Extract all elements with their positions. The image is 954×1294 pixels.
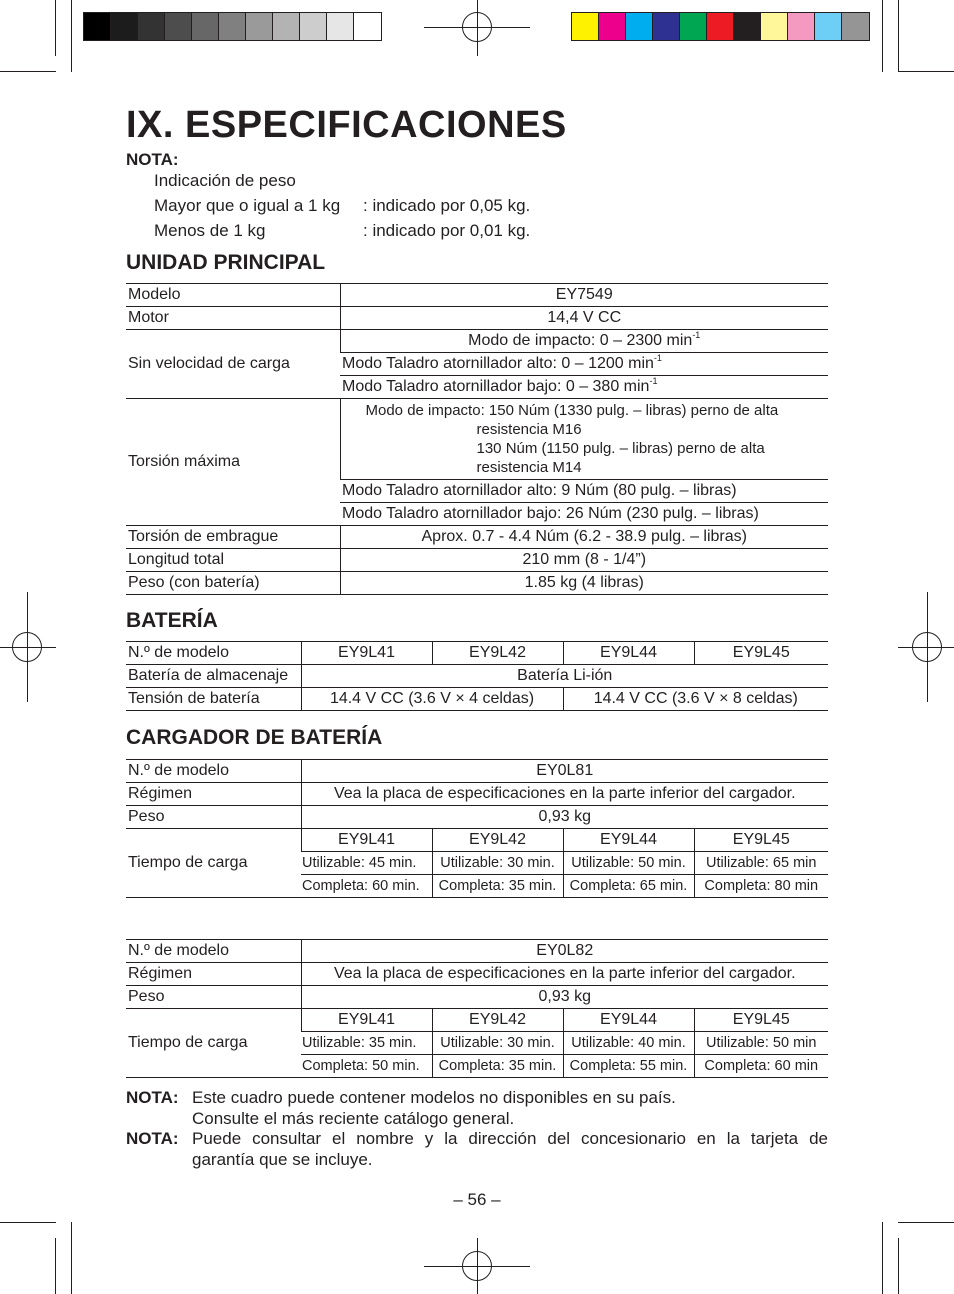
gray-swatch: [300, 13, 327, 40]
row-value: Modo de impacto: 0 – 2300 $\min^{-1}$: [340, 330, 828, 353]
model-cell: EY9L42: [432, 642, 563, 665]
row-value: EY0L82: [301, 940, 828, 963]
row-label: N.º de modelo: [126, 760, 301, 783]
full-time: Completa: 80 min: [694, 875, 828, 898]
table-row: [126, 963, 828, 986]
model-cell: EY9L45: [694, 829, 828, 852]
row-value: EY7549: [340, 284, 828, 307]
color-swatch: [626, 13, 653, 40]
table-row: [126, 284, 828, 307]
page-number: – 56 –: [453, 1190, 501, 1209]
usable-time: Utilizable: 45 min.: [301, 852, 432, 875]
row-label: Peso (con batería): [126, 572, 340, 595]
full-time: Completa: 50 min.: [301, 1055, 432, 1078]
color-swatch: [680, 13, 707, 40]
model-cell: EY9L42: [432, 829, 563, 852]
grayscale-bar: [83, 12, 382, 41]
page-title: IX. ESPECIFICACIONES: [126, 104, 567, 146]
row-value: 210 mm (8 - 1/4”): [340, 549, 828, 572]
row-value: Vea la placa de especificaciones en la parte inferior del cargador.: [301, 963, 828, 986]
color-swatch: [842, 13, 869, 40]
usable-time: Utilizable: 65 min: [694, 852, 828, 875]
section-heading-cargador: CARGADOR DE BATERÍA: [126, 726, 383, 749]
row-value: 0,93 kg: [301, 986, 828, 1009]
row-label: Batería de almacenaje: [126, 665, 301, 688]
table-row: [126, 783, 828, 806]
row-value: Modo Taladro atornillador alto: 9 Núm (80 pulg. – libras): [340, 480, 828, 503]
gray-swatch: [111, 13, 138, 40]
full-time: Completa: 60 min.: [301, 875, 432, 898]
color-swatch: [599, 13, 626, 40]
note-availability: [126, 1087, 828, 1131]
row-value: Modo Taladro atornillador bajo: 0 – 380 $\min^{-1}$: [340, 376, 828, 399]
gray-swatch: [84, 13, 111, 40]
table-cargador-2: [126, 939, 828, 1078]
section-heading-bateria: BATERÍA: [126, 609, 218, 632]
model-cell: EY9L44: [563, 1009, 694, 1032]
full-time: Completa: 65 min.: [563, 875, 694, 898]
row-label: Modelo: [126, 284, 340, 307]
usable-time: Utilizable: 30 min.: [432, 852, 563, 875]
gray-swatch: [327, 13, 354, 40]
note-dealer: [126, 1128, 828, 1172]
model-cell: EY9L41: [301, 1009, 432, 1032]
note-label: NOTA:: [126, 1088, 179, 1107]
color-swatch: [815, 13, 842, 40]
table-row: [126, 642, 828, 665]
model-cell: EY9L45: [694, 1009, 828, 1032]
table-row: [126, 760, 828, 783]
row-label: N.º de modelo: [126, 642, 301, 665]
color-swatch: [572, 13, 599, 40]
note-text: garantía que se incluye.: [192, 1150, 373, 1169]
table-row: [126, 940, 828, 963]
row-value: 14.4 V CC (3.6 V × 4 celdas): [301, 688, 563, 711]
full-time: Completa: 55 min.: [563, 1055, 694, 1078]
gray-swatch: [219, 13, 246, 40]
row-value: Modo de impacto: 150 Núm (1330 pulg. – libras) perno de alta resistencia M16 130 Núm (1150 pulg. – libras) perno de alta resistencia M14: [340, 399, 828, 480]
color-bar: [571, 12, 870, 41]
nota-label: NOTA:: [126, 150, 179, 169]
row-value: Modo Taladro atornillador alto: 0 – 1200 $\min^{-1}$: [340, 353, 828, 376]
usable-time: Utilizable: 40 min.: [563, 1032, 694, 1055]
color-swatch: [707, 13, 734, 40]
table-row: [126, 688, 828, 711]
nota-line-2-value: : indicado por 0,05 kg.: [363, 196, 531, 215]
table-row: [126, 829, 828, 852]
row-label: Peso: [126, 986, 301, 1009]
row-value: 14,4 V CC: [340, 307, 828, 330]
row-value: Vea la placa de especificaciones en la parte inferior del cargador.: [301, 783, 828, 806]
row-label: Longitud total: [126, 549, 340, 572]
color-swatch: [788, 13, 815, 40]
usable-time: Utilizable: 50 min: [694, 1032, 828, 1055]
usable-time: Utilizable: 50 min.: [563, 852, 694, 875]
row-value: EY0L81: [301, 760, 828, 783]
row-label: Motor: [126, 307, 340, 330]
gray-swatch: [192, 13, 219, 40]
table-row: [126, 526, 828, 549]
row-value: 0,93 kg: [301, 806, 828, 829]
row-label: Torsión máxima: [126, 399, 340, 526]
row-label: Tiempo de carga: [126, 829, 301, 898]
note-text: Consulte el más reciente catálogo general.: [192, 1109, 515, 1128]
table-row: [126, 1009, 828, 1032]
gray-swatch: [354, 13, 381, 40]
nota-line-1: Indicación de peso: [154, 171, 296, 190]
model-cell: EY9L45: [694, 642, 828, 665]
color-swatch: [761, 13, 788, 40]
model-cell: EY9L42: [432, 1009, 563, 1032]
row-value: 1.85 kg (4 libras): [340, 572, 828, 595]
nota-line-3-label: Menos de 1 kg: [154, 221, 266, 240]
row-label: Tensión de batería: [126, 688, 301, 711]
table-unidad-principal: [126, 283, 828, 595]
table-row: [126, 572, 828, 595]
table-row: [126, 330, 828, 353]
table-bateria: [126, 641, 828, 711]
full-time: Completa: 60 min: [694, 1055, 828, 1078]
row-label: N.º de modelo: [126, 940, 301, 963]
model-cell: EY9L44: [563, 642, 694, 665]
row-value: Batería Li-ión: [301, 665, 828, 688]
gray-swatch: [246, 13, 273, 40]
gray-swatch: [273, 13, 300, 40]
gray-swatch: [165, 13, 192, 40]
row-label: Régimen: [126, 783, 301, 806]
section-heading-unidad: UNIDAD PRINCIPAL: [126, 251, 326, 274]
note-text: Puede consultar el nombre y la dirección del concesionario en la tarjeta de: [192, 1129, 828, 1148]
row-value: Modo Taladro atornillador bajo: 26 Núm (230 pulg. – libras): [340, 503, 828, 526]
full-time: Completa: 35 min.: [432, 1055, 563, 1078]
model-cell: EY9L44: [563, 829, 694, 852]
color-swatch: [653, 13, 680, 40]
row-label: Peso: [126, 806, 301, 829]
table-cargador-1: [126, 759, 828, 898]
model-cell: EY9L41: [301, 829, 432, 852]
row-label: Tiempo de carga: [126, 1009, 301, 1078]
row-label: Régimen: [126, 963, 301, 986]
note-text: Este cuadro puede contener modelos no disponibles en su país.: [192, 1088, 676, 1107]
nota-line-2-label: Mayor que o igual a 1 kg: [154, 196, 341, 215]
table-row: [126, 399, 828, 480]
row-label: Sin velocidad de carga: [126, 330, 340, 399]
usable-time: Utilizable: 35 min.: [301, 1032, 432, 1055]
table-row: [126, 806, 828, 829]
row-value: Aprox. 0.7 - 4.4 Núm (6.2 - 38.9 pulg. – libras): [340, 526, 828, 549]
usable-time: Utilizable: 30 min.: [432, 1032, 563, 1055]
model-cell: EY9L41: [301, 642, 432, 665]
color-swatch: [734, 13, 761, 40]
table-row: [126, 307, 828, 330]
note-label: NOTA:: [126, 1129, 179, 1148]
table-row: [126, 549, 828, 572]
row-value: 14.4 V CC (3.6 V × 8 celdas): [563, 688, 828, 711]
table-row: [126, 986, 828, 1009]
nota-line-3-value: : indicado por 0,01 kg.: [363, 221, 531, 240]
full-time: Completa: 35 min.: [432, 875, 563, 898]
gray-swatch: [138, 13, 165, 40]
table-row: [126, 665, 828, 688]
row-label: Torsión de embrague: [126, 526, 340, 549]
